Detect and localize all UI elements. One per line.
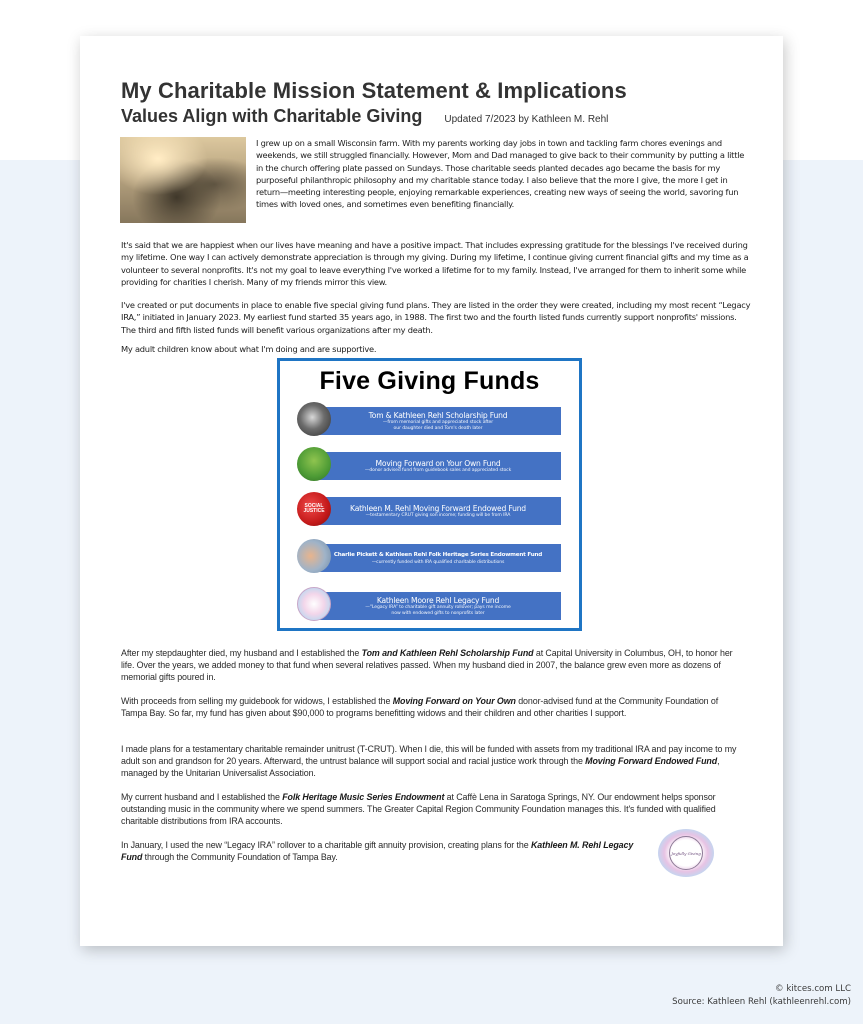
fund-desc: —currently funded with IRA qualified charitable distributions xyxy=(371,559,505,565)
butterfly-logo-icon xyxy=(658,829,714,877)
intro-paragraph-2: It's said that we are happiest when our lives have meaning and have a positive impact. That includes expressing gratitude for the blessings I've received during my lifetime. One way I can actively demonstrate appreciation is through my giving. During my lifetime, I continue giving current financial gifts and my time as a volunteer to several nonprofits. It's not my goal to leave everything I've worked a lifetime for to my family. Instead, I've arranged for them to inherit some while providing for charities I cherish. Many of my friends mirror this view. xyxy=(121,240,749,287)
five-giving-funds-graphic xyxy=(277,358,582,631)
fund-name: Kathleen Moore Rehl Legacy Fund xyxy=(376,595,500,605)
fund-name-emphasis: Moving Forward on Your Own xyxy=(392,696,516,706)
farm-tractor-photo xyxy=(120,137,246,223)
intro-paragraph-3: I've created or put documents in place to enable five special giving fund plans. They are listed in the order they were created, including my most recent “Legacy IRA,” initiated in January 2023. My earliest fund started 35 years ago, in 1988. The first two and the fourth listed funds currently support nonprofits' missions. The third and fifth listed funds will benefit various organizations after my death. xyxy=(121,300,751,335)
fund-band xyxy=(315,407,561,435)
fund-item xyxy=(297,586,563,626)
fund-name: Moving Forward on Your Own Fund xyxy=(375,458,501,468)
fund-item xyxy=(297,401,563,441)
memorial-photo-icon xyxy=(297,402,331,436)
fund-band xyxy=(315,497,561,525)
copyright-text: © kitces.com LLC xyxy=(775,984,851,994)
couple-photo-icon xyxy=(297,539,331,573)
fund-desc: —from memorial gifts and appreciated stock after xyxy=(382,419,494,425)
fund-name: Kathleen M. Rehl Moving Forward Endowed Fund xyxy=(350,503,526,513)
fund-band xyxy=(315,544,561,572)
fund-name-emphasis: Moving Forward Endowed Fund xyxy=(585,755,718,766)
subtitle-row xyxy=(121,106,608,127)
fund-detail-paragraph: I made plans for a testamentary charitable remainder unitrust (T-CRUT). When I die, this will be funded with assets from my traditional IRA and pay income to my adult son and grandson for 20 years. Afterward, the untrust balance will support social and racial justice work through the Moving Forward Endowed Fund, managed by the Unitarian Universalist Association. xyxy=(121,744,737,778)
funds-graphic-title: Five Giving Funds xyxy=(319,367,540,395)
fund-band xyxy=(315,592,561,620)
fund-desc: —donor advised fund from guidebook sales and appreciated stock xyxy=(364,467,512,473)
fund-item xyxy=(297,538,563,578)
fund-desc-cont: now with endowed gifts to nonprofits later xyxy=(391,610,485,616)
fund-detail-paragraph: After my stepdaughter died, my husband and I established the Tom and Kathleen Rehl Scholarship Fund at Capital University in Columbus, OH, to honor her life. Over the years, we added money to that fund when several relatives passed. When my husband died in 2007, the balance grew even more as dozens of memorial gifts poured in. xyxy=(121,648,733,682)
source-text: Source: Kathleen Rehl (kathleenrehl.com) xyxy=(672,996,851,1007)
butterfly-logo-icon xyxy=(297,587,331,621)
fund-detail-paragraph: My current husband and I established the Folk Heritage Music Series Endowment at Caffè Lena in Saratoga Springs, NY. Our endowment helps sponsor outstanding music in the community where we spend summers. The Greater Capital Region Community Foundation manages this. It's funded with qualified charitable distributions from IRA accounts. xyxy=(121,792,716,826)
fund-name-emphasis: Kathleen M. Rehl Legacy Fund xyxy=(121,840,634,862)
fund-item xyxy=(297,491,563,531)
updated-note: Updated 7/2023 by Kathleen M. Rehl xyxy=(444,114,609,125)
intro-paragraph-1: I grew up on a small Wisconsin farm. With my parents working day jobs in town and tackling farm chores evenings and weekends, we still struggled financially. However, Mom and Dad managed to give back to their community by putting a little in the church offering plate passed on Sundays. Those charitable seeds planted decades ago became the basis for my purposeful philanthropic philosophy and my charitable stance today. I also believe that the more I give, the more I get in return—meeting interesting people, enjoying remarkable experiences, creating new ways of seeing the world, savoring fun times with loved ones, and sometimes even benefiting financially. xyxy=(256,138,745,210)
fund-desc: —“Legacy IRA” to charitable gift annuity rollover; pays me income xyxy=(365,604,511,610)
fund-desc: —testamentary CRUT giving son income; funding will be from IRA xyxy=(365,512,511,518)
fund-name-emphasis: Tom and Kathleen Rehl Scholarship Fund xyxy=(361,648,534,658)
fund-name: Charlie Pickett & Kathleen Rehl Folk Heritage Series Endowment Fund xyxy=(333,551,543,558)
guidebook-cover-icon xyxy=(297,447,331,481)
fund-desc-cont: our daughter died and Tom's death later xyxy=(393,425,483,431)
social-justice-badge-icon: SOCIAL JUSTICE xyxy=(297,492,331,526)
fund-band xyxy=(315,452,561,480)
page-subtitle: Values Align with Charitable Giving xyxy=(121,106,423,126)
fund-name-emphasis: Folk Heritage Music Series Endowment xyxy=(282,792,445,802)
logo-text: Joyfully Giving xyxy=(669,836,703,870)
page-title: My Charitable Mission Statement & Implications xyxy=(121,78,627,103)
document-page xyxy=(80,36,783,946)
fund-name: Tom & Kathleen Rehl Scholarship Fund xyxy=(368,410,508,420)
fund-detail-paragraph: In January, I used the new “Legacy IRA” rollover to a charitable gift annuity provision, creating plans for the Kathleen M. Rehl Legacy Fund through the Community Foundation of Tampa Bay. xyxy=(121,840,634,862)
footer-credits xyxy=(672,983,851,1008)
fund-item xyxy=(297,446,563,486)
intro-paragraph-4: My adult children know about what I'm doing and are supportive. xyxy=(121,344,377,354)
fund-detail-paragraph: With proceeds from selling my guidebook for widows, I established the Moving Forward on Your Own donor-advised fund at the Community Foundation of Tampa Bay. So far, my fund has given about $90,000 to programs benefitting widows and their children and other charities I support. xyxy=(121,696,719,718)
